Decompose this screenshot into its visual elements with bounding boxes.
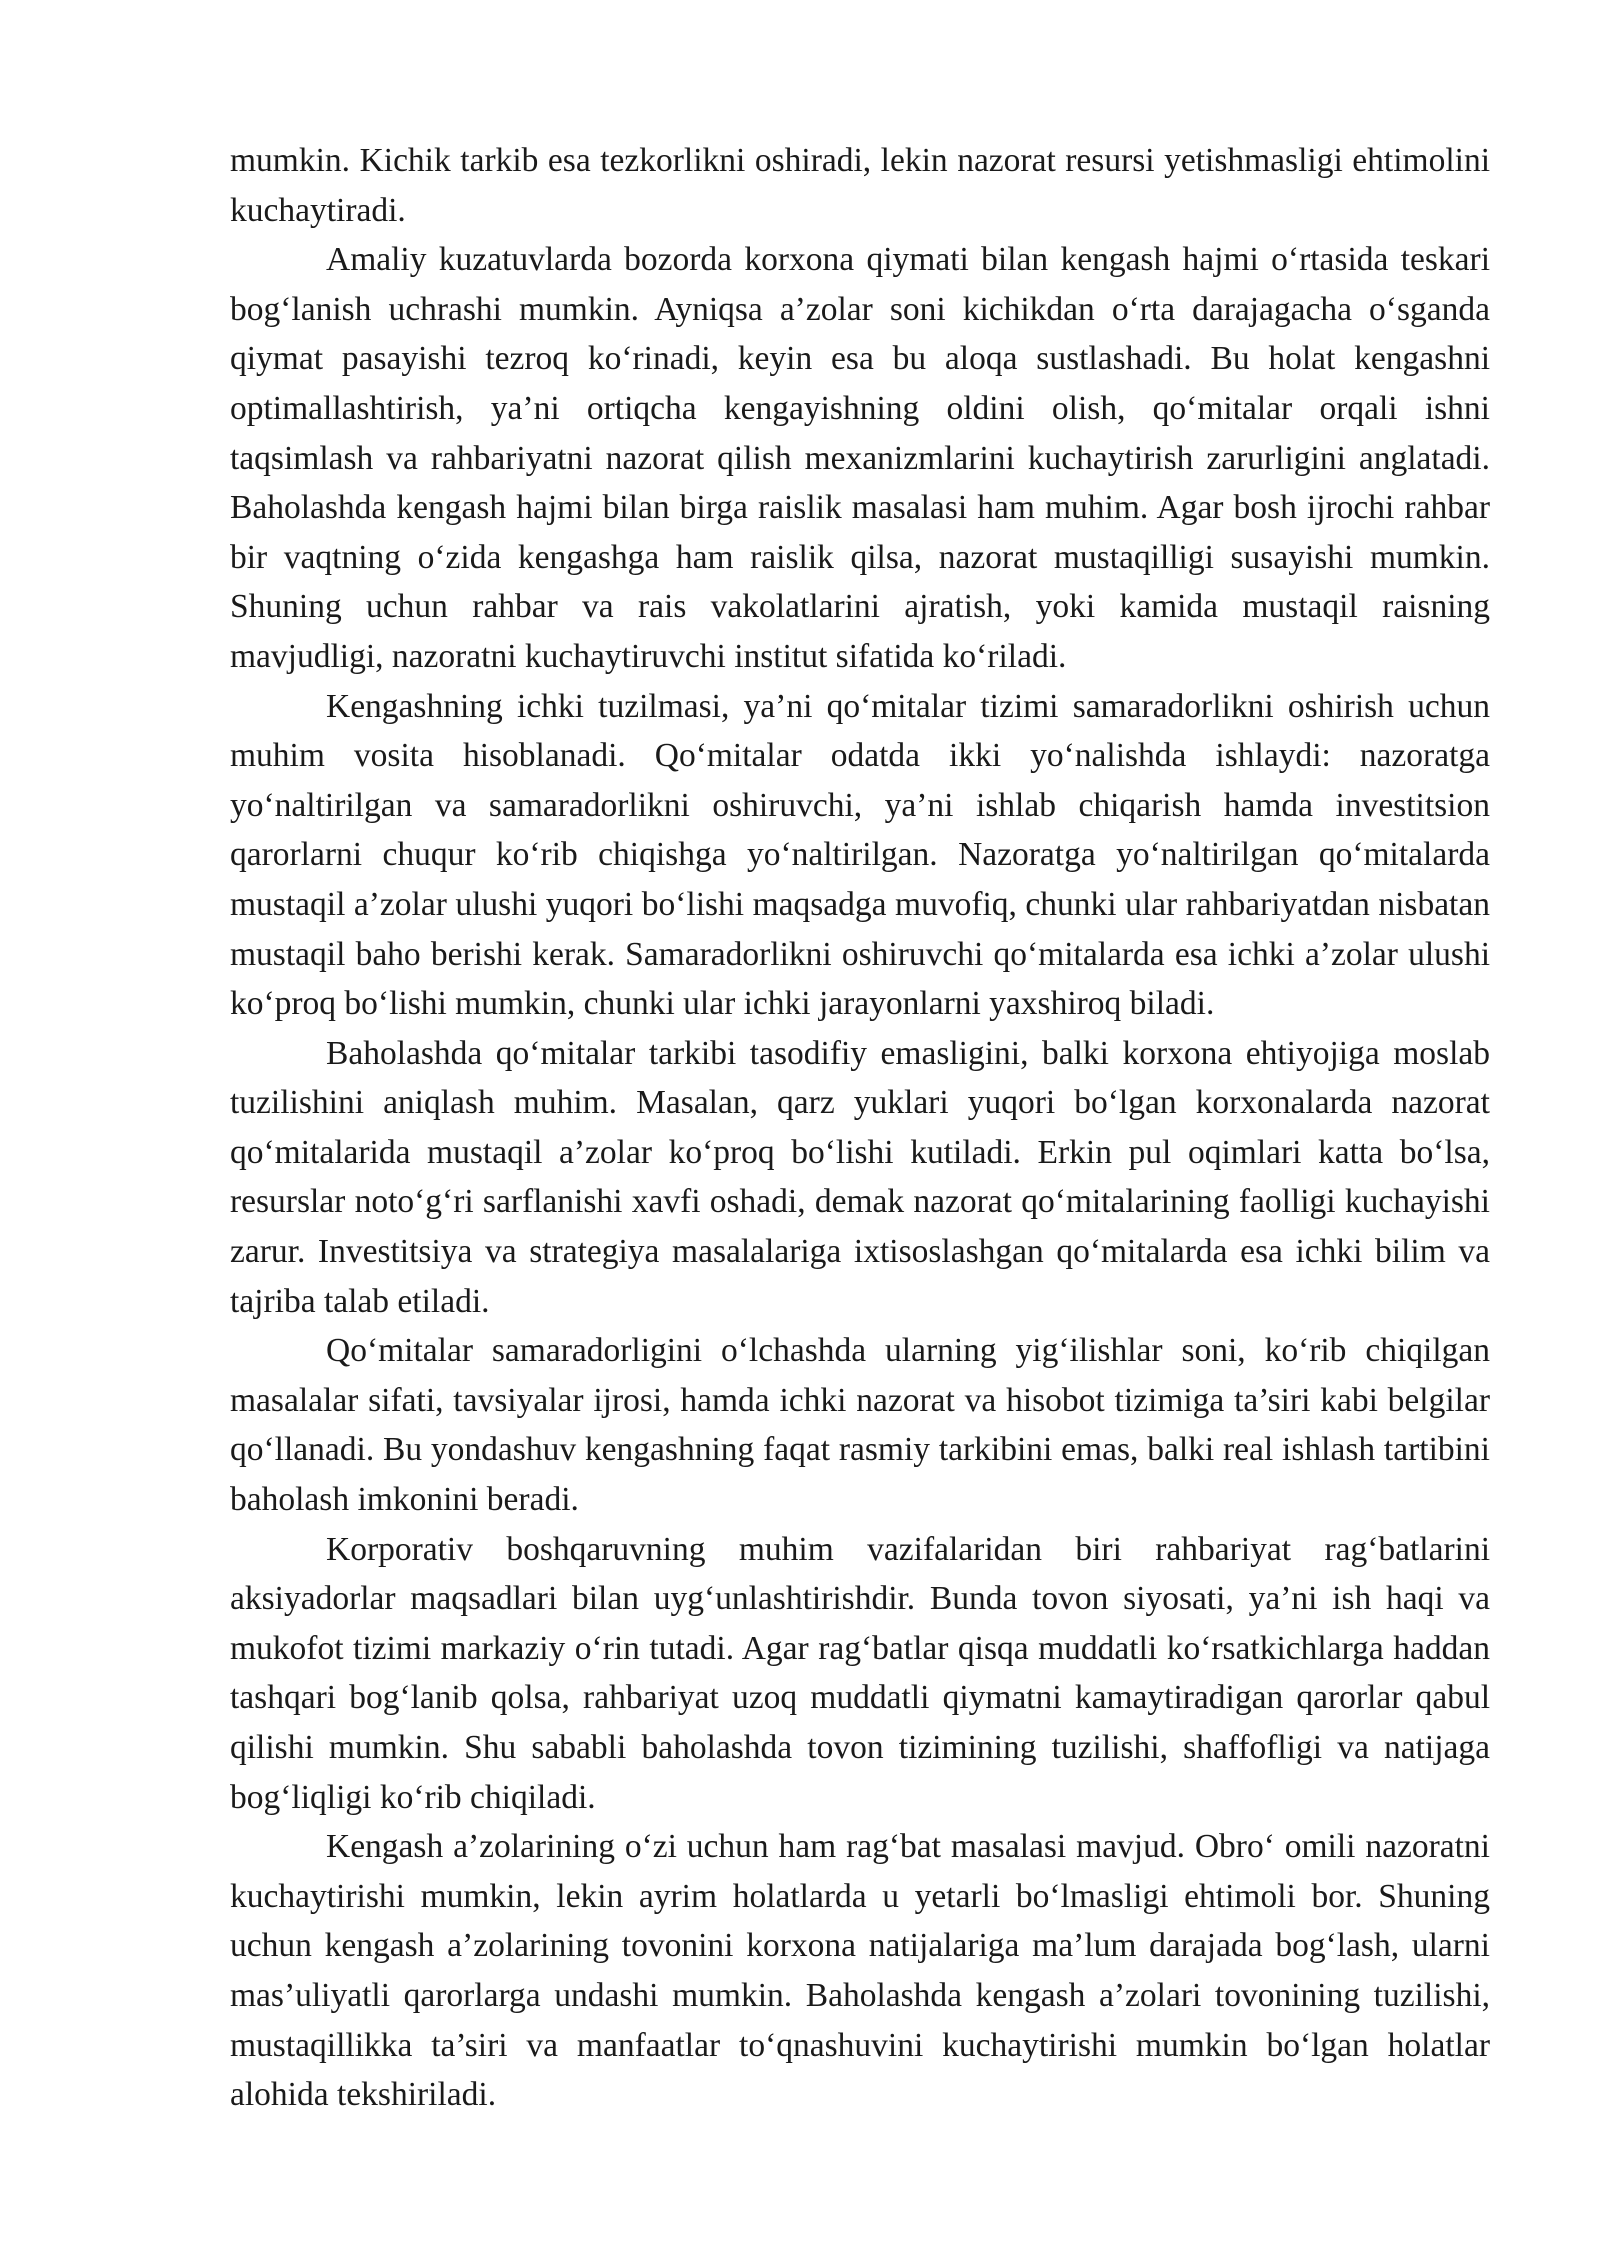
- paragraph-board-size: Amaliy kuzatuvlarda bozorda korxona qiymati bilan kengash hajmi o‘rtasida teskari bog‘lanish uchrashi mumkin. Ayniqsa a’zolar soni kichikdan o‘rta darajagacha o‘sganda qiymat pasayishi tezroq ko‘rinadi, keyin esa bu aloqa sustlashadi. Bu holat kengashni optimallashtirish, ya’ni ortiqcha kengayishning oldini olish, qo‘mitalar orqali ishni taqsimlash va rahbariyatni nazorat qilish mexanizmlarini kuchaytirish zarurligini anglatadi. Baholashda kengash hajmi bilan birga raislik masalasi ham muhim. Agar bosh ijrochi rahbar bir vaqtning o‘zida kengashga ham raislik qilsa, nazorat mustaqilligi susayishi mumkin. Shuning uchun rahbar va rais vakolatlarini ajratish, yoki kamida mustaqil raisning mavjudligi, nazoratni kuchaytiruvchi institut sifatida ko‘riladi.: [230, 241, 1490, 675]
- paragraph-compensation-policy: Korporativ boshqaruvning muhim vazifalaridan biri rahbariyat rag‘batlarini aksiyadorlar maqsadlari bilan uyg‘unlashtirishdir. Bunda tovon siyosati, ya’ni ish haqi va mukofot tizimi markaziy o‘rin tutadi. Agar rag‘batlar qisqa muddatli ko‘rsatkichlarga haddan tashqari bog‘lanib qolsa, rahbariyat uzoq muddatli qiymatni kamaytiradigan qarorlar qabul qilishi mumkin. Shu sababli baholashda tovon tizimining tuzilishi, shaffofligi va natijaga bog‘liqligi ko‘rib chiqiladi.: [230, 1530, 1490, 1816]
- paragraph-board-incentives: Kengash a’zolarining o‘zi uchun ham rag‘bat masalasi mavjud. Obro‘ omili nazoratni kuchaytirishi mumkin, lekin ayrim holatlarda u yetarli bo‘lmasligi ehtimoli bor. Shuning uchun kengash a’zolarining tovonini korxona natijalariga ma’lum darajada bog‘lash, ularni mas’uliyatli qarorlarga undashi mumkin. Baholashda kengash a’zolari tovonining tuzilishi, mustaqillikka ta’siri va manfaatlar to‘qnashuvini kuchaytirishi mumkin bo‘lgan holatlar alohida tekshiriladi.: [230, 1828, 1490, 2114]
- body-text: [230, 136, 1490, 2120]
- paragraph-committee-composition: Baholashda qo‘mitalar tarkibi tasodifiy emasligini, balki korxona ehtiyojiga moslab tuzilishini aniqlash muhim. Masalan, qarz yuklari yuqori bo‘lgan korxonalarda nazorat qo‘mitalarida mustaqil a’zolar ko‘proq bo‘lishi kutiladi. Erkin pul oqimlari katta bo‘lsa, resurslar noto‘g‘ri sarflanishi xavfi oshadi, demak nazorat qo‘mitalarining faolligi kuchayishi zarur. Investitsiya va strategiya masalalariga ixtisoslashgan qo‘mitalarda esa ichki bilim va tajriba talab etiladi.: [230, 1034, 1490, 1320]
- paragraph-committees-structure: Kengashning ichki tuzilmasi, ya’ni qo‘mitalar tizimi samaradorlikni oshirish uchun muhim vosita hisoblanadi. Qo‘mitalar odatda ikki yo‘nalishda ishlaydi: nazoratga yo‘naltirilgan va samaradorlikni oshiruvchi, ya’ni ishlab chiqarish hamda investitsion qarorlarni chuqur ko‘rib chiqishga yo‘naltirilgan. Nazoratga yo‘naltirilgan qo‘mitalarda mustaqil a’zolar ulushi yuqori bo‘lishi maqsadga muvofiq, chunki ular rahbariyatdan nisbatan mustaqil baho berishi kerak. Samaradorlikni oshiruvchi qo‘mitalarda esa ichki a’zolar ulushi ko‘proq bo‘lishi mumkin, chunki ular ichki jarayonlarni yaxshiroq biladi.: [230, 687, 1490, 1023]
- paragraph-committee-effectiveness: Qo‘mitalar samaradorligini o‘lchashda ularning yig‘ilishlar soni, ko‘rib chiqilgan masalalar sifati, tavsiyalar ijrosi, hamda ichki nazorat va hisobot tizimiga ta’siri kabi belgilar qo‘llanadi. Bu yondashuv kengashning faqat rasmiy tarkibini emas, balki real ishlash tartibini baholash imkonini beradi.: [230, 1332, 1490, 1519]
- paragraph-continuation: mumkin. Kichik tarkib esa tezkorlikni oshiradi, lekin nazorat resursi yetishmasligi ehtimolini kuchaytiradi.: [230, 142, 1490, 229]
